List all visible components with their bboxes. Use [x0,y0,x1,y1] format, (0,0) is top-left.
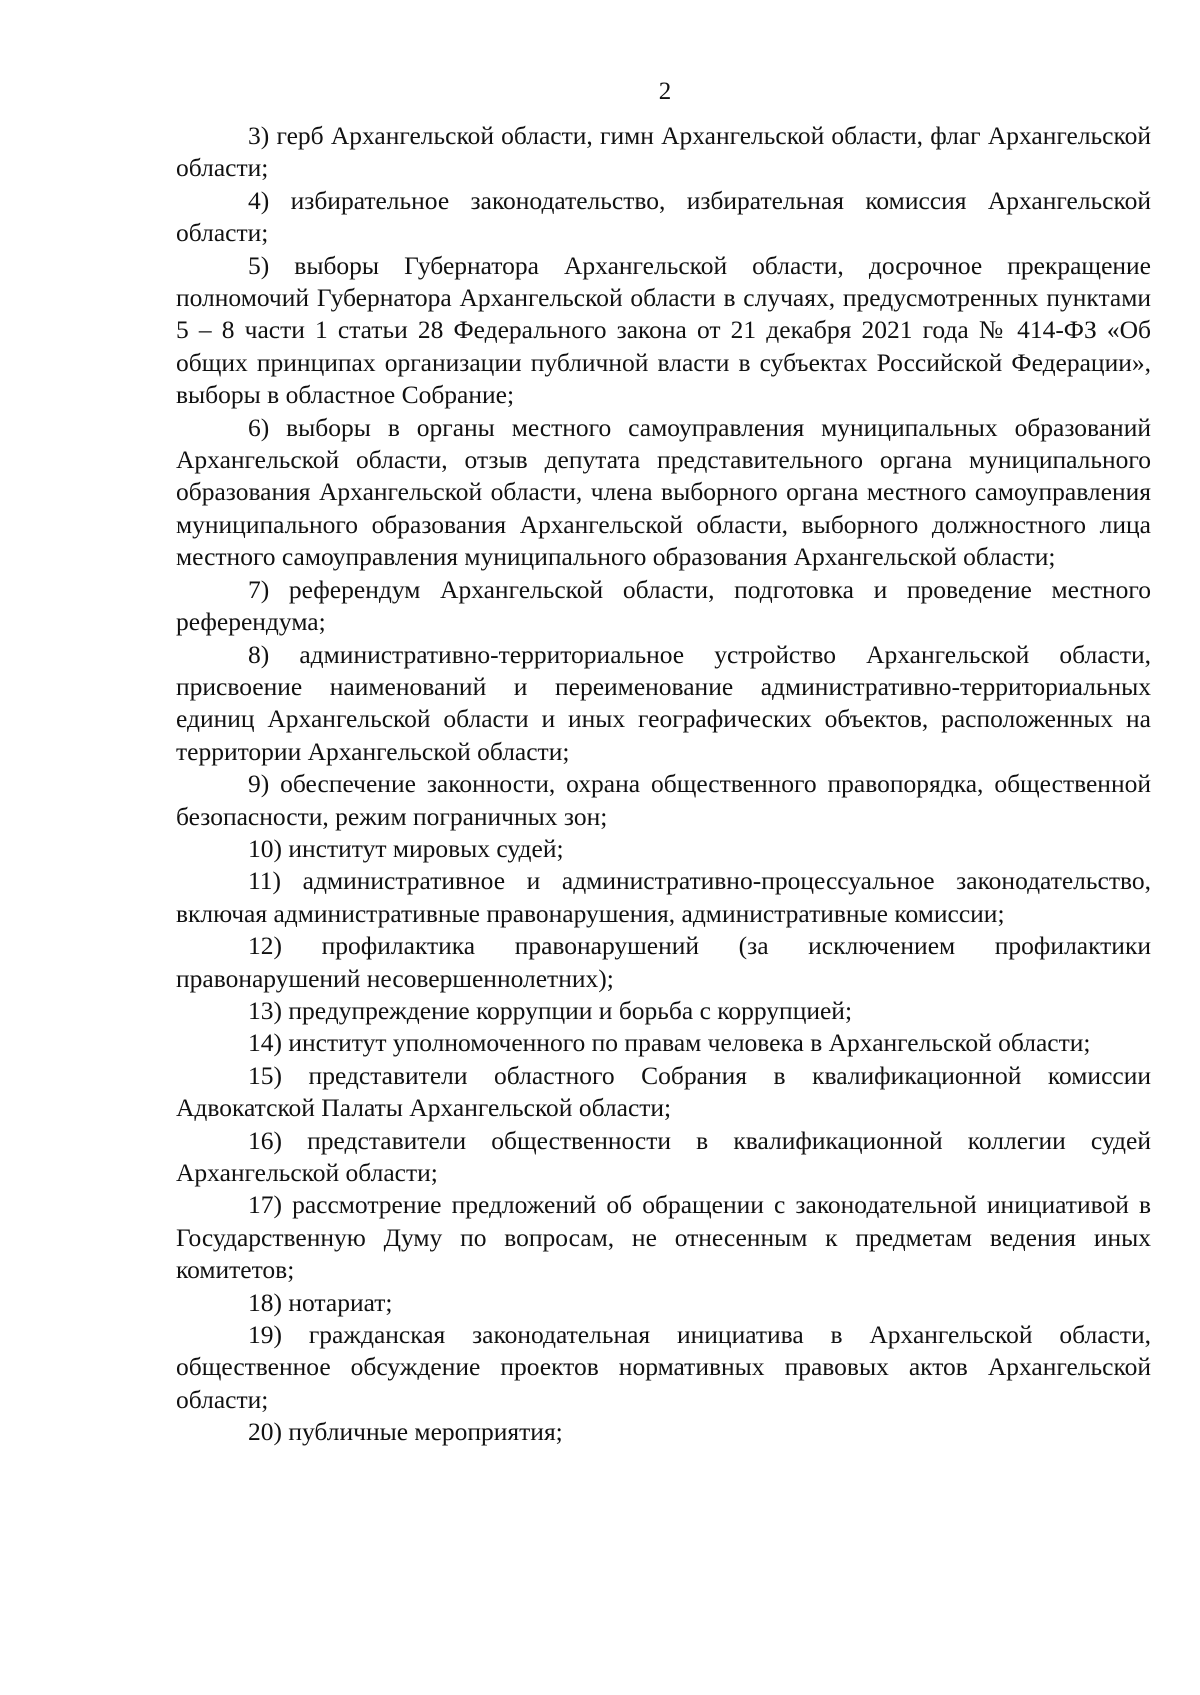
list-item-5: 5) выборы Губернатора Архангельской области, досрочное прекращение полномочий Губернатора Архангельской области в случаях, предусмотренных пунктами 5 – 8 части 1 статьи 28 Федерального закона от 21 декабря 2021 года № 414-ФЗ «Об общих принципах организации публичной власти в субъектах Российской Федерации», выборы в областное Собрание; [176,250,1151,410]
list-item-17: 17) рассмотрение предложений об обращении с законодательной инициативой в Государственную Думу по вопросам, не отнесенным к предметам ведения иных комитетов; [176,1190,1151,1285]
page-number: 2 [658,78,672,105]
list-item-19: 19) гражданская законодательная инициатива в Архангельской области, общественное обсуждение проектов нормативных правовых актов Архангельской области; [176,1320,1151,1414]
list-item-12: 12) профилактика правонарушений (за исключением профилактики правонарушений несовершеннолетних); [176,931,1151,993]
list-item-20: 20) публичные мероприятия; [248,1417,563,1447]
list-item-3: 3) герб Архангельской области, гимн Архангельской области, флаг Архангельской области; [176,121,1151,183]
list-item-11: 11) административное и административно-процессуальное законодательство, включая административные правонарушения, административные комиссии; [176,866,1151,928]
list-item-6: 6) выборы в органы местного самоуправления муниципальных образований Архангельской области, отзыв депутата представительного органа муниципального образования Архангельской области, члена выборного органа местного самоуправления муниципального образования Архангельской области, выборного должностного лица местного самоуправления муниципального образования Архангельской области; [176,412,1151,572]
list-item-14: 14) институт уполномоченного по правам человека в Архангельской области; [248,1028,1091,1058]
list-item-9: 9) обеспечение законности, охрана общественного правопорядка, общественной безопасности, режим пограничных зон; [176,769,1151,831]
document-body [176,120,1151,1449]
list-item-15: 15) представители областного Собрания в квалификационной комиссии Адвокатской Палаты Архангельской области; [176,1060,1151,1123]
list-item-8: 8) административно-территориальное устройство Архангельской области, присвоение наименований и переименование административно-территориальных единиц Архангельской области и иных географических объектов, расположенных на территории Архангельской области; [176,639,1151,766]
list-item-7: 7) референдум Архангельской области, подготовка и проведение местного референдума; [176,574,1151,637]
list-item-18: 18) нотариат; [248,1287,393,1317]
list-item-16: 16) представители общественности в квалификационной коллегии судей Архангельской области; [176,1125,1151,1187]
list-item-10: 10) институт мировых судей; [248,833,564,863]
list-item-13: 13) предупреждение коррупции и борьба с коррупцией; [248,995,853,1025]
list-item-4: 4) избирательное законодательство, избирательная комиссия Архангельской области; [176,185,1151,248]
